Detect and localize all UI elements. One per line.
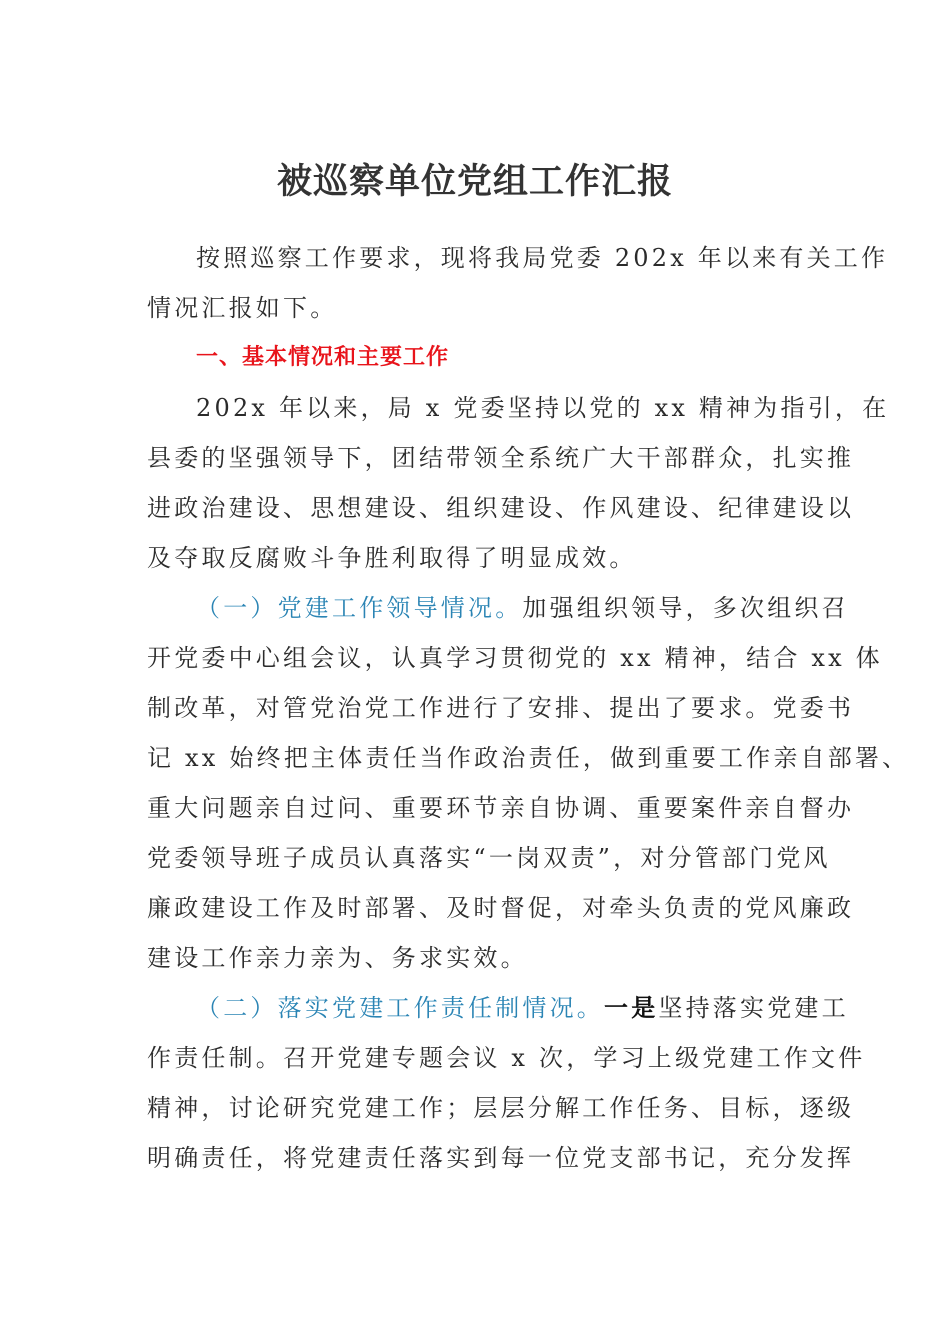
paragraph-line: 开党委中心组会议，认真学习贯彻党的 xx 精神，结合 xx 体 — [147, 644, 883, 672]
paragraph-line: 及夺取反腐败斗争胜利取得了明显成效。 — [147, 544, 637, 572]
document-title: 被巡察单位党组工作汇报 — [276, 162, 673, 202]
paragraph-line: 制改革，对管党治党工作进行了安排、提出了要求。党委书 — [147, 694, 855, 722]
subsection-2-first-line — [196, 992, 849, 1024]
subsection-2-text: 坚持落实党建工 — [658, 994, 849, 1022]
intro-line-1: 按照巡察工作要求，现将我局党委 202x 年以来有关工作 — [196, 244, 889, 272]
paragraph-line: 记 xx 始终把主体责任当作政治责任，做到重要工作亲自部署、 — [147, 744, 910, 772]
paragraph-line: 明确责任，将党建责任落实到每一位党支部书记，充分发挥 — [147, 1144, 855, 1172]
bold-lead: 一是 — [604, 993, 659, 1022]
paragraph-line: 建设工作亲力亲为、务求实效。 — [147, 944, 528, 972]
subsection-heading-1: （一）党建工作领导情况。 — [196, 594, 523, 622]
paragraph-line: 重大问题亲自过问、重要环节亲自协调、重要案件亲自督办 — [147, 794, 855, 822]
paragraph-line: 县委的坚强领导下，团结带领全系统广大干部群众，扎实推 — [147, 444, 855, 472]
paragraph-line: 精神，讨论研究党建工作；层层分解工作任务、目标，逐级 — [147, 1094, 855, 1122]
paragraph-line: 党委领导班子成员认真落实“一岗双责”，对分管部门党风 — [147, 844, 831, 872]
subsection-1-text: 加强组织领导，多次组织召 — [522, 594, 849, 622]
paragraph-line: 廉政建设工作及时部署、及时督促，对牵头负责的党风廉政 — [147, 894, 855, 922]
paragraph-line: 202x 年以来，局 x 党委坚持以党的 xx 精神为指引，在 — [196, 394, 890, 422]
paragraph-line: 进政治建设、思想建设、组织建设、作风建设、纪律建设以 — [147, 494, 855, 522]
subsection-heading-2: （二）落实党建工作责任制情况。 — [196, 994, 604, 1022]
section-heading-1: 一、基本情况和主要工作 — [196, 345, 450, 370]
subsection-1-first-line — [196, 592, 849, 624]
paragraph-line: 作责任制。召开党建专题会议 x 次，学习上级党建工作文件 — [147, 1044, 866, 1072]
intro-line-2: 情况汇报如下。 — [147, 294, 338, 322]
